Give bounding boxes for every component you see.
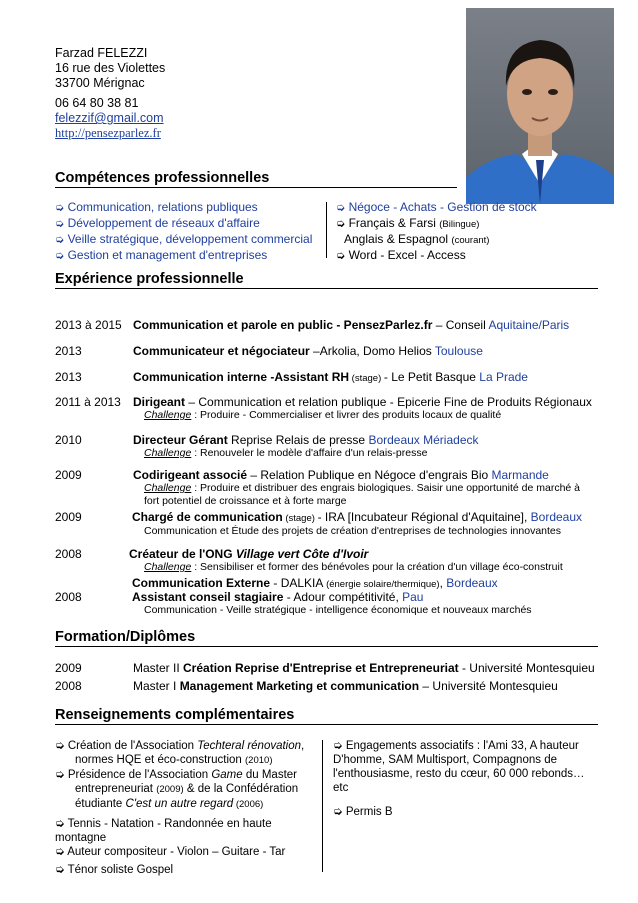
phone: 06 64 80 38 81 xyxy=(55,96,139,110)
experience-detail: fort potentiel de croissance et à forte marge xyxy=(144,495,347,507)
list-item: ➭ Développement de réseaux d'affaire xyxy=(55,216,260,230)
list-item: ➭ Communication, relations publiques xyxy=(55,200,258,214)
skills-divider xyxy=(326,202,327,258)
experience-rule xyxy=(55,288,598,289)
experience-detail: Communication - Veille stratégique - intelligence économique et nouveaux marchés xyxy=(144,604,532,616)
skills-left-list xyxy=(55,200,312,264)
list-item: ➭ Négoce - Achats - Gestion de stock xyxy=(336,200,537,214)
website-link[interactable]: http://pensezparlez.fr xyxy=(55,126,161,140)
name: Farzad FELEZZI xyxy=(55,46,148,60)
list-item: ➭ Engagements associatifs : l'Ami 33, A hauteur xyxy=(333,740,579,752)
arrow-right-icon: ➭ xyxy=(55,250,65,262)
experience-detail: Challenge : Sensibiliser et former des bénévoles pour la création d'un village éco-construit xyxy=(144,561,563,573)
list-item: ➭ Présidence de l'Association Game du Master xyxy=(55,769,297,781)
email-link[interactable]: felezzif@gmail.com xyxy=(55,111,164,125)
list-item: ➭ Word - Excel - Access xyxy=(336,248,466,262)
profile-photo xyxy=(466,8,614,204)
extra-divider xyxy=(322,740,323,872)
arrow-right-icon: ➭ xyxy=(55,864,65,876)
arrow-right-icon: ➭ xyxy=(55,740,65,752)
list-item: ➭ Création de l'Association Techteral rénovation, xyxy=(55,740,305,752)
arrow-right-icon: ➭ xyxy=(333,806,343,818)
list-item: ➭ Français & Farsi (Bilingue) xyxy=(336,216,480,230)
education-heading: Formation/Diplômes xyxy=(55,629,196,645)
contact-block xyxy=(55,46,165,141)
arrow-right-icon: ➭ xyxy=(336,202,346,214)
arrow-right-icon: ➭ xyxy=(336,250,346,262)
skills-right-list xyxy=(336,200,537,264)
arrow-right-icon: ➭ xyxy=(55,218,65,230)
extra-rule xyxy=(55,724,598,725)
list-item: ➭ Permis B xyxy=(333,806,393,818)
extra-heading: Renseignements complémentaires xyxy=(55,707,295,723)
arrow-right-icon: ➭ xyxy=(55,769,65,781)
experience-detail: Challenge : Produire - Commercialiser et livrer des produits locaux de qualité xyxy=(144,409,502,421)
arrow-right-icon: ➭ xyxy=(55,234,65,246)
experience-heading: Expérience professionnelle xyxy=(55,271,244,287)
extra-left-list: ➭ Création de l'Association Techteral rénovation, normes HQE et éco-construction (2010) ➭ Présidence de l'Association Game du Master entrepreneuriat (2009) & de la Confédération étudiante C'est un autre regard (2006) ➭ Tennis - Natation - Randonnée en haute montagne ➭ Auteur compositeur - Violon – Guitare - Tar ➭ Ténor soliste Gospel xyxy=(55,739,317,877)
arrow-right-icon: ➭ xyxy=(333,740,343,752)
education-rule xyxy=(55,646,598,647)
experience-detail: Challenge : Produire et distribuer des engrais biologiques. Saisir une opportunité de marché à xyxy=(144,482,581,494)
arrow-right-icon: ➭ xyxy=(55,202,65,214)
list-item: ➭ Gestion et management d'entreprises xyxy=(55,248,268,262)
skills-rule xyxy=(55,187,457,188)
arrow-right-icon: ➭ xyxy=(55,818,65,830)
arrow-right-icon: ➭ xyxy=(336,218,346,230)
list-item: ➭ Veille stratégique, développement commercial xyxy=(55,232,313,246)
experience-detail: Challenge : Renouveler le modèle d'affaire d'un relais-presse xyxy=(144,447,428,459)
skills-heading: Compétences professionnelles xyxy=(55,170,270,186)
experience-detail: Communication et Étude des projets de création d'entreprises de technologies innovantes xyxy=(144,525,562,537)
list-item: Anglais & Espagnol (courant) xyxy=(344,232,490,246)
extra-right-list: ➭ Engagements associatifs : l'Ami 33, A hauteur D'homme, SAM Multisport, Compagnons de l'enthousiasme, resto du cœur, 60 000 rebonds… etc ➭ Permis B xyxy=(333,739,603,819)
city: 33700 Mérignac xyxy=(55,76,145,90)
list-item: ➭ Tennis - Natation - Randonnée en haute xyxy=(55,818,272,830)
arrow-right-icon: ➭ xyxy=(55,846,65,858)
street: 16 rue des Violettes xyxy=(55,61,166,75)
list-item: ➭ Ténor soliste Gospel xyxy=(55,864,174,876)
list-item: ➭ Auteur compositeur - Violon – Guitare - Tar xyxy=(55,846,286,858)
